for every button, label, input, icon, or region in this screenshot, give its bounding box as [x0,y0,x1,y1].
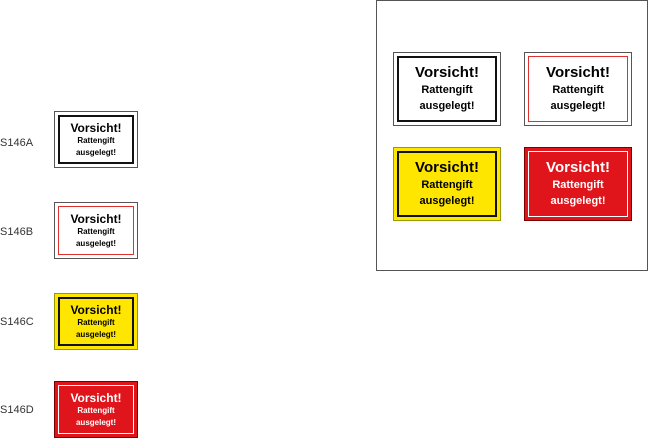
code-label-s146c: S146C [0,316,34,328]
sign-line-2: ausgelegt! [75,147,116,157]
sign-line-2: ausgelegt! [419,195,475,207]
sign-line-2: ausgelegt! [75,329,116,339]
sign-line-1: Rattengift [77,226,115,236]
sign-line-2: ausgelegt! [75,238,116,248]
preview-panel [376,0,648,271]
sign-s146a-preview[interactable] [393,52,501,126]
sign-title: Vorsicht! [546,159,610,176]
sign-s146b-preview[interactable] [524,52,632,126]
sign-line-1: Rattengift [77,135,115,145]
sign-line-1: Rattengift [552,84,604,96]
sign-line-2: ausgelegt! [550,195,606,207]
sign-line-1: Rattengift [421,84,473,96]
code-label-s146d: S146D [0,404,34,416]
sign-s146a-thumbnail[interactable] [54,111,138,168]
sign-s146d-thumbnail[interactable] [54,381,138,438]
sign-title: Vorsicht! [415,64,479,81]
sign-line-1: Rattengift [421,179,473,191]
sign-line-1: Rattengift [77,317,115,327]
sign-line-1: Rattengift [77,405,115,415]
sign-title: Vorsicht! [70,302,122,317]
sign-line-1: Rattengift [552,179,604,191]
sign-line-2: ausgelegt! [550,100,606,112]
sign-title: Vorsicht! [70,390,122,405]
sign-title: Vorsicht! [546,64,610,81]
sign-line-2: ausgelegt! [419,100,475,112]
sign-line-2: ausgelegt! [75,417,116,427]
sign-s146d-preview[interactable] [524,147,632,221]
sign-title: Vorsicht! [70,211,122,226]
code-label-s146b: S146B [0,226,34,238]
code-label-s146a: S146A [0,137,34,149]
sign-title: Vorsicht! [415,159,479,176]
sign-s146b-thumbnail[interactable] [54,202,138,259]
sign-s146c-thumbnail[interactable] [54,293,138,350]
sign-s146c-preview[interactable] [393,147,501,221]
sign-title: Vorsicht! [70,120,122,135]
